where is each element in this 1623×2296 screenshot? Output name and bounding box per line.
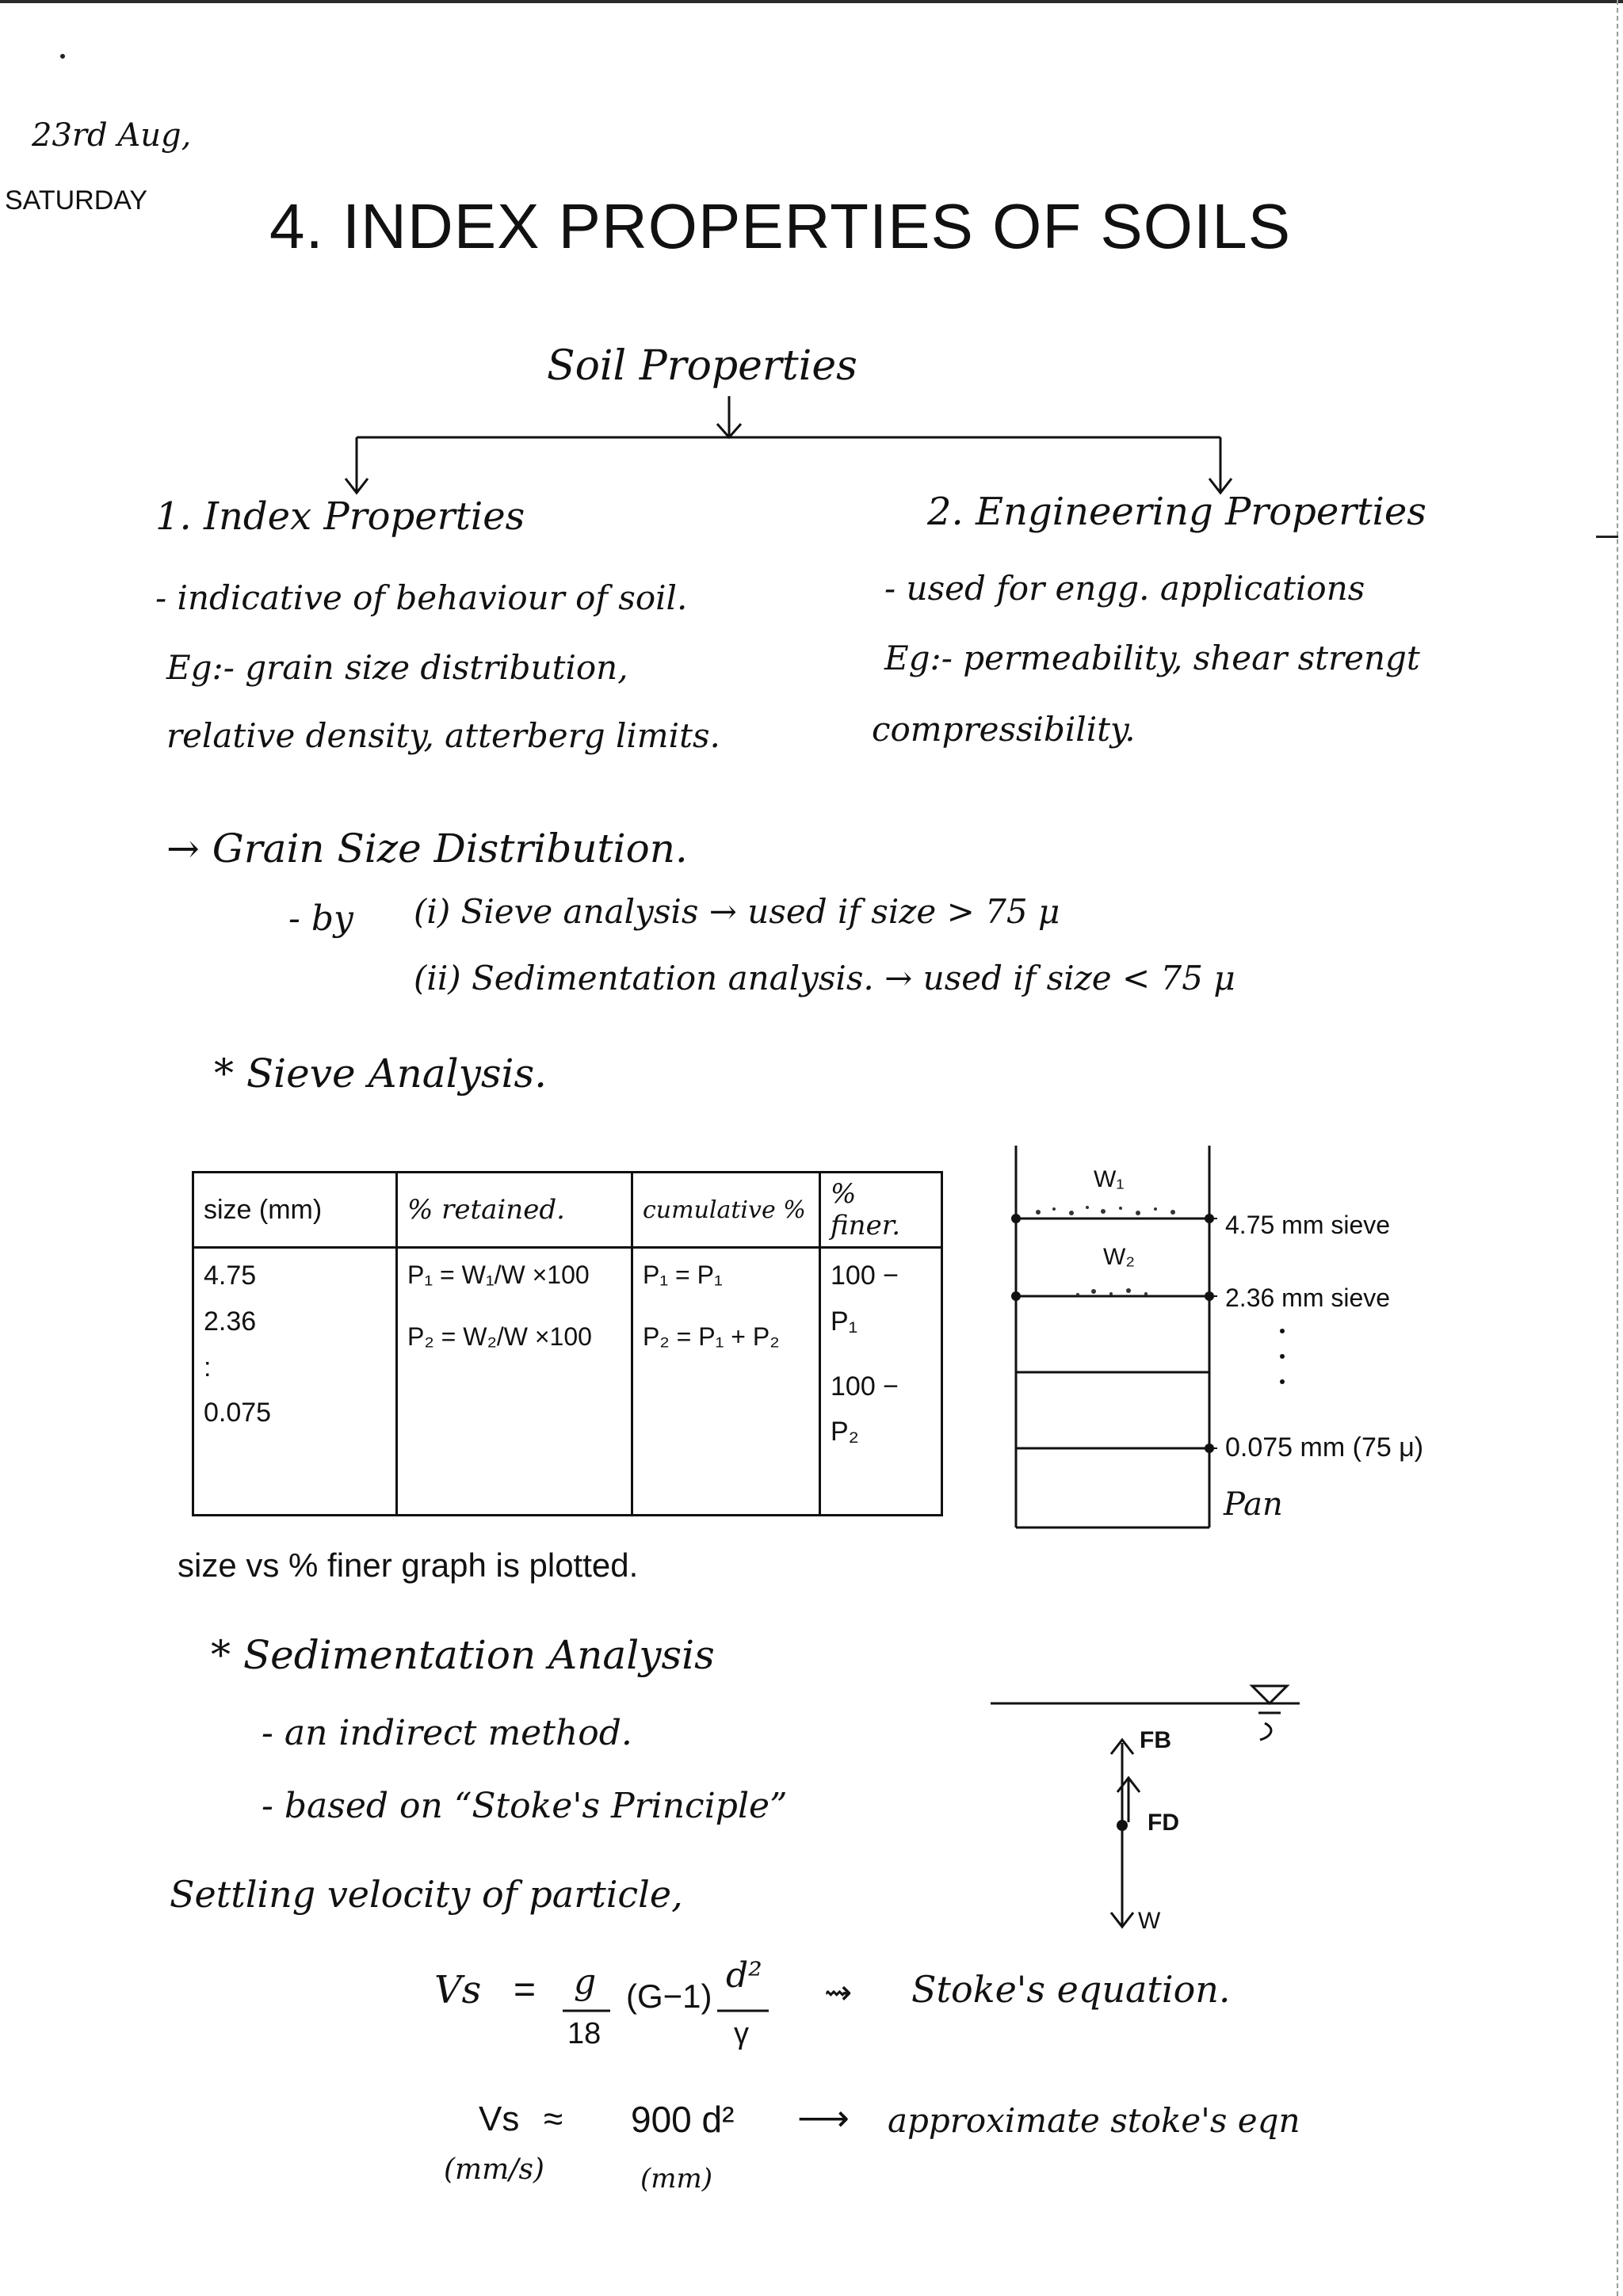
stack-w1-label: W₁ <box>1094 1166 1125 1192</box>
date-line: 23rd Aug, <box>32 117 192 154</box>
eq1-specific-gravity: (G−1) <box>626 1978 712 2015</box>
size-value: : <box>204 1352 212 1383</box>
size-value: 0.075 <box>204 1398 272 1428</box>
method-sedimentation: (ii) Sedimentation analysis. → used if size < 75 μ <box>414 959 1235 997</box>
finer-column <box>820 1248 942 1516</box>
index-example: Eg:- grain size distribution, <box>166 648 628 687</box>
engineering-heading: 2. Engineering Properties <box>927 490 1426 534</box>
eq1-denominator-18: 18 <box>567 2017 601 2050</box>
sedimentation-point-1: - an indirect method. <box>262 1713 632 1753</box>
index-heading: 1. Index Properties <box>155 494 525 539</box>
engineering-example: Eg:- permeability, shear strengt <box>884 639 1420 677</box>
engineering-example-cont: compressibility. <box>872 710 1136 749</box>
eq2-arrow: ⟶ <box>797 2097 850 2138</box>
cumulative-formula: P₁ = P₁ <box>643 1261 723 1289</box>
eq2-unit-diameter: (mm) <box>640 2163 713 2195</box>
index-example-cont: relative density, atterberg limits. <box>166 716 720 755</box>
stack-w2-label: W₂ <box>1103 1244 1135 1270</box>
cumulative-formula: P₂ = P₁ + P₂ <box>643 1322 780 1352</box>
size-column <box>193 1248 397 1516</box>
force-weight-label: W <box>1138 1908 1161 1934</box>
eq2-lhs: Vs <box>479 2100 520 2138</box>
method-sieve: (i) Sieve analysis → used if size > 75 μ <box>414 892 1060 931</box>
graph-note: size vs % finer graph is plotted. <box>178 1547 639 1584</box>
tree-root: Soil Properties <box>547 342 857 390</box>
size-value: 4.75 <box>204 1261 257 1291</box>
eq1-label: Stoke's equation. <box>911 1968 1231 2011</box>
sieve-heading: * Sieve Analysis. <box>214 1051 548 1097</box>
eq1-numerator-g: g <box>574 1962 597 2002</box>
retained-formula: P₁ = W₁/W ×100 <box>407 1261 590 1289</box>
force-drag-label: FD <box>1148 1810 1179 1836</box>
eq1-equals: = <box>514 1969 537 2011</box>
table-row <box>193 1248 942 1516</box>
eq1-denominator-gamma: γ <box>734 2017 749 2050</box>
eq2-approx: ≈ <box>544 2100 563 2138</box>
cumulative-column <box>632 1248 820 1516</box>
table-header-finer: % finer. <box>820 1173 942 1248</box>
table-header-retained: % retained. <box>397 1173 632 1248</box>
table-header-size: size (mm) <box>193 1173 397 1248</box>
grain-by: - by <box>288 898 353 939</box>
eq1-lhs: Vs <box>434 1968 482 2012</box>
finer-formula: 100 − P₂ <box>831 1371 899 1447</box>
engineering-desc: - used for engg. applications <box>884 569 1365 608</box>
sedimentation-heading: * Sedimentation Analysis <box>211 1632 715 1678</box>
finer-formula: 100 − P₁ <box>831 1261 899 1337</box>
retained-column <box>397 1248 632 1516</box>
sedimentation-point-2: - based on “Stoke's Principle” <box>262 1786 788 1826</box>
index-desc: - indicative of behaviour of soil. <box>155 578 688 617</box>
stack-sieve-label-1: 4.75 mm sieve <box>1225 1211 1391 1239</box>
stack-pan-label: Pan <box>1224 1486 1283 1523</box>
eq2-unit-velocity: (mm/s) <box>444 2153 544 2186</box>
page-title: 4. INDEX PROPERTIES OF SOILS <box>269 191 1292 261</box>
table-header-cumulative: cumulative % <box>632 1173 820 1248</box>
stack-sieve-label-2: 2.36 mm sieve <box>1225 1283 1391 1312</box>
force-buoyancy-label: FB <box>1140 1727 1171 1753</box>
eq1-numerator-d2: d² <box>726 1955 762 1996</box>
eq1-arrow: ⇝ <box>824 1974 853 2011</box>
day-label: SATURDAY <box>5 185 148 215</box>
grain-heading: → Grain Size Distribution. <box>166 826 688 871</box>
retained-formula: P₂ = W₂/W ×100 <box>407 1322 592 1352</box>
velocity-intro: Settling velocity of particle, <box>170 1873 683 1916</box>
stack-sieve-label-3: 0.075 mm (75 μ) <box>1225 1432 1424 1463</box>
table-header-row <box>193 1173 942 1248</box>
size-value: 2.36 <box>204 1306 257 1337</box>
sieve-table <box>192 1171 943 1516</box>
eq2-label: approximate stoke's eqn <box>888 2101 1300 2140</box>
eq2-rhs: 900 d² <box>631 2099 735 2140</box>
